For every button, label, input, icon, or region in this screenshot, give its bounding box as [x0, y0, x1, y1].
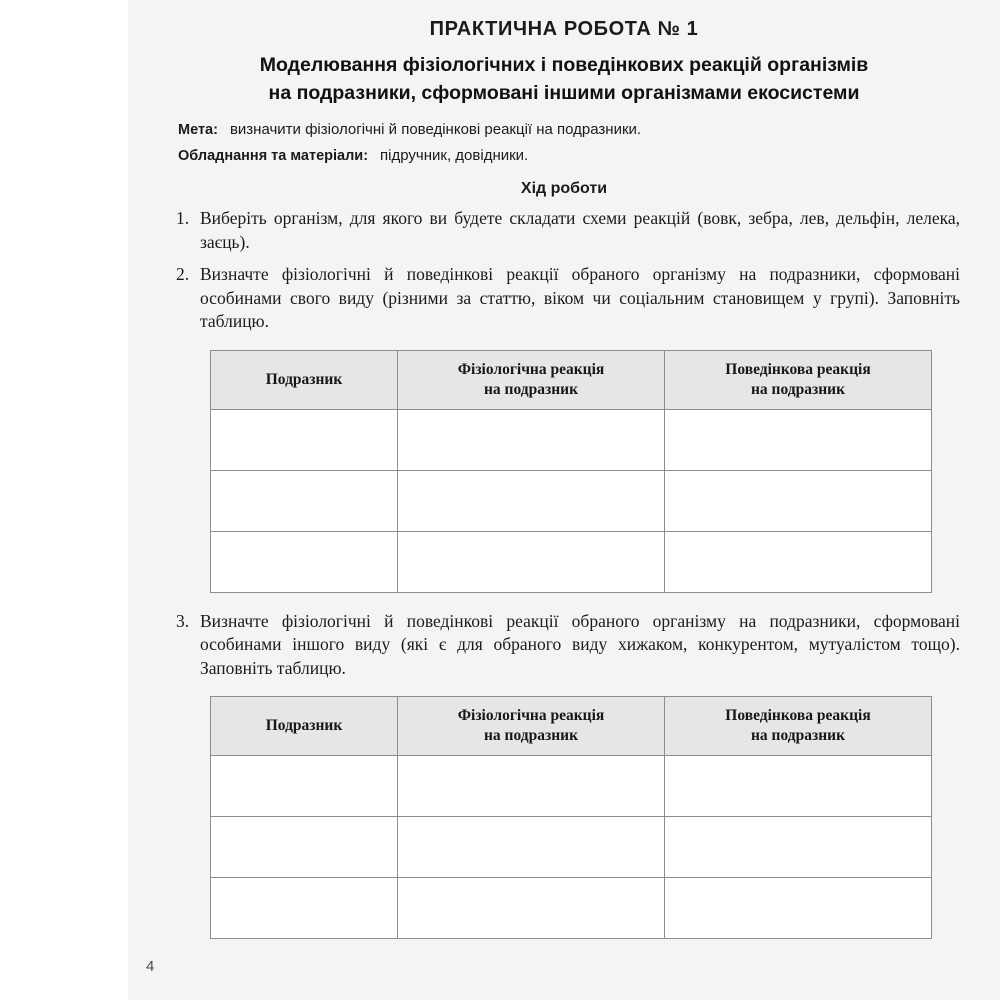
table-cell-physiological[interactable] — [398, 531, 665, 592]
table-column-header-behavioral — [665, 697, 932, 756]
page-subtitle-line-1: Моделювання фізіологічних і поведінкових реакцій організмів — [259, 54, 869, 76]
header-line-1: Поведінкова реакція — [725, 360, 871, 378]
header-line-2: на подразник — [483, 727, 579, 744]
table-cell-physiological[interactable] — [398, 817, 665, 878]
table-cell-physiological[interactable] — [398, 756, 665, 817]
table-column-header-behavioral — [665, 350, 932, 409]
reactions-table-2 — [210, 696, 932, 939]
table-cell-physiological[interactable] — [398, 470, 665, 531]
table-cell-physiological[interactable] — [398, 409, 665, 470]
table-body — [211, 409, 932, 592]
header-line-1: Фізіологічна реакція — [457, 360, 605, 378]
header-line-2: на подразник — [750, 380, 846, 398]
step-text: Визначте фізіологічні й поведінкові реакції обраного організму на подразники, сформовані особинами свого виду (різними за статтю, віком чи соціальним становищем у групі). Заповніть таблицю. — [200, 264, 960, 331]
step-number: 3. — [176, 610, 190, 631]
list-item — [166, 610, 962, 681]
table-cell-behavioral[interactable] — [665, 878, 932, 939]
equipment-value: підручник, довідники. — [380, 147, 529, 164]
table-cell-stimulus[interactable] — [211, 470, 398, 531]
table-cell-behavioral[interactable] — [665, 756, 932, 817]
table-header-row — [211, 697, 932, 756]
goal-value: визначити фізіологічні й поведінкові реакції на подразники. — [229, 121, 642, 138]
page-subtitle — [180, 51, 948, 107]
step-text: Виберіть організм, для якого ви будете складати схеми реакцій (вовк, зебра, лев, дельфін, лелека, заєць). — [200, 208, 960, 252]
table-cell-physiological[interactable] — [398, 878, 665, 939]
page-subtitle-line-2: на подразники, сформовані іншими організмами екосистеми — [268, 82, 860, 104]
table-header — [211, 697, 932, 756]
page-sheet — [128, 0, 1000, 1000]
reactions-table-1 — [210, 350, 932, 593]
table-cell-stimulus[interactable] — [211, 531, 398, 592]
table-row — [211, 756, 932, 817]
table-row — [211, 531, 932, 592]
table-row — [211, 470, 932, 531]
step-text: Визначте фізіологічні й поведінкові реакції обраного організму на подразники, сформовані особинами іншого виду (які є для обраного виду хижаком, конкурентом, мутуалістом тощо). Заповніть таблицю. — [200, 610, 960, 678]
table-column-header-stimulus: Подразник — [211, 350, 398, 409]
table-cell-stimulus[interactable] — [211, 878, 398, 939]
table-header-row — [211, 350, 932, 409]
table-column-header-stimulus: Подразник — [211, 697, 398, 756]
page-title: ПРАКТИЧНА РОБОТА № 1 — [429, 18, 699, 40]
header-line-1: Поведінкова реакція — [725, 707, 871, 724]
procedure-heading: Хід роботи — [520, 180, 608, 197]
table-body — [211, 756, 932, 939]
header-line-2: на подразник — [483, 380, 579, 398]
table-row — [211, 817, 932, 878]
goal-label: Мета: — [178, 122, 218, 138]
table-cell-stimulus[interactable] — [211, 756, 398, 817]
list-item — [166, 263, 962, 334]
equipment-label: Обладнання та матеріали: — [178, 148, 369, 164]
steps-list-continued — [166, 610, 962, 681]
step-number: 1. — [176, 208, 190, 228]
table-cell-behavioral[interactable] — [665, 531, 932, 592]
page-content — [144, 0, 984, 939]
page-number: 4 — [146, 958, 155, 975]
steps-list — [166, 207, 962, 334]
table-header — [211, 350, 932, 409]
equipment-row — [166, 147, 962, 164]
table-column-header-physiological — [398, 697, 665, 756]
table-cell-stimulus[interactable] — [211, 817, 398, 878]
goal-row — [166, 121, 962, 138]
header-line-2: на подразник — [750, 727, 846, 744]
table-row — [211, 878, 932, 939]
table-column-header-physiological — [398, 350, 665, 409]
step-number: 2. — [176, 264, 190, 284]
page-left-margin — [0, 0, 128, 1000]
table-cell-behavioral[interactable] — [665, 817, 932, 878]
spacer — [166, 593, 962, 601]
table-cell-behavioral[interactable] — [665, 409, 932, 470]
table-row — [211, 409, 932, 470]
table-cell-behavioral[interactable] — [665, 470, 932, 531]
header-line-1: Фізіологічна реакція — [457, 707, 605, 724]
table-cell-stimulus[interactable] — [211, 409, 398, 470]
list-item — [166, 207, 962, 254]
